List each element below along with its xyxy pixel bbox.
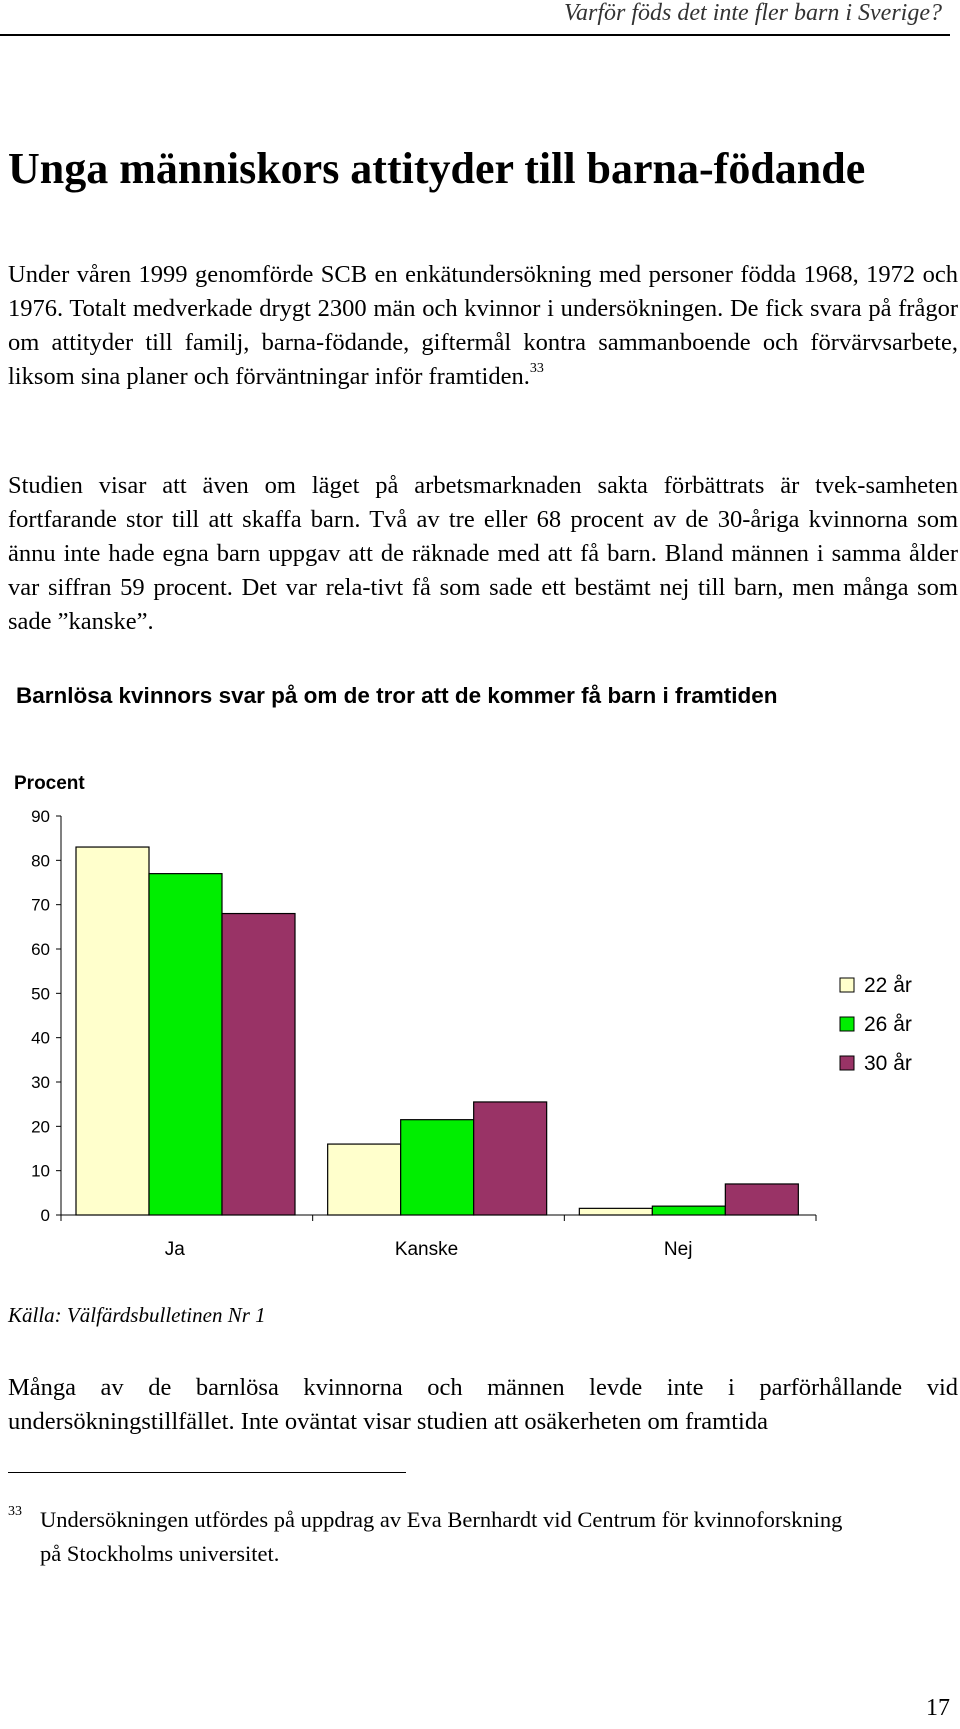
chart-source: Källa: Välfärdsbulletinen Nr 1 bbox=[8, 1303, 266, 1327]
bar bbox=[652, 1206, 725, 1215]
bar bbox=[474, 1102, 547, 1215]
bar-chart bbox=[0, 760, 940, 1280]
y-axis-label: Procent bbox=[14, 773, 85, 794]
bar bbox=[725, 1184, 798, 1215]
y-tick-label: 0 bbox=[40, 1206, 50, 1225]
y-tick-label: 70 bbox=[31, 895, 50, 915]
bars bbox=[76, 847, 798, 1215]
paragraph-intro-text: Under våren 1999 genomförde SCB en enkätundersökning med personer födda 1968, 1972 och 1976. Totalt medverkade drygt 2300 män och kvinnor i undersökningen. De fick svara på frågor om attityder till familj, barna-födande, giftermål kontra sammanboende och förvärvsarbete, liksom sina planer och förväntningar inför framtiden. bbox=[8, 261, 958, 390]
legend-swatch bbox=[840, 1056, 854, 1070]
footnote-divider bbox=[8, 1472, 406, 1473]
paragraph-results: Studien visar att även om läget på arbetsmarknaden sakta förbättrats är tvek-samheten fortfarande stor till att skaffa barn. Två av tre eller 68 procent av de 30-åriga kvinnorna som ännu inte hade egna barn uppgav att de räknade med att få barn. Bland männen i samma ålder var siffran 59 procent. Det var rela-tivt få som sade ett bestämt nej till barn, men många som sade ”kanske”. bbox=[8, 472, 958, 635]
bar bbox=[222, 914, 295, 1215]
y-tick-label: 50 bbox=[31, 984, 50, 1004]
legend bbox=[840, 974, 912, 1075]
legend-swatch bbox=[840, 1017, 854, 1031]
y-tick-label: 10 bbox=[31, 1161, 50, 1181]
y-tick-label: 20 bbox=[31, 1117, 50, 1137]
chart-title: Barnlösa kvinnors svar på om de tror att de kommer få barn i framtiden bbox=[16, 683, 778, 708]
paragraph-intro bbox=[8, 258, 958, 394]
running-title: Varför föds det inte fler barn i Sverige? bbox=[564, 0, 942, 26]
y-tick-label: 80 bbox=[31, 851, 50, 871]
section-title: Unga människors attityder till barna-födande bbox=[8, 144, 866, 193]
footnote-number: 33 bbox=[8, 1504, 22, 1519]
bar bbox=[579, 1208, 652, 1215]
bar bbox=[401, 1120, 474, 1215]
y-ticks bbox=[31, 807, 61, 1225]
legend-swatch bbox=[840, 978, 854, 992]
bar bbox=[149, 874, 222, 1215]
y-tick-label: 90 bbox=[31, 807, 50, 826]
paragraph-continued: Många av de barnlösa kvinnorna och männen levde inte i parförhållande vid undersökningstillfället. Inte oväntat visar studien att osäkerheten om framtida bbox=[8, 1374, 958, 1435]
bar bbox=[328, 1144, 401, 1215]
footnote-ref[interactable]: 33 bbox=[529, 361, 544, 376]
legend-label: 26 år bbox=[864, 1013, 912, 1036]
legend-label: 30 år bbox=[864, 1052, 912, 1075]
x-tick-label: Kanske bbox=[394, 1239, 459, 1260]
x-tick-label: Ja bbox=[164, 1239, 185, 1260]
running-header bbox=[0, 0, 950, 36]
page-number: 17 bbox=[926, 1695, 950, 1721]
x-tick-labels bbox=[61, 1215, 816, 1260]
bar bbox=[76, 847, 149, 1215]
y-tick-label: 40 bbox=[31, 1028, 50, 1048]
footnote-text: Undersökningen utfördes på uppdrag av Eva Bernhardt vid Centrum för kvinnoforskning på Stockholms universitet. bbox=[40, 1507, 843, 1566]
y-tick-label: 60 bbox=[31, 940, 50, 959]
y-tick-label: 30 bbox=[31, 1073, 50, 1092]
x-tick-label: Nej bbox=[663, 1239, 693, 1260]
legend-label: 22 år bbox=[864, 974, 912, 997]
